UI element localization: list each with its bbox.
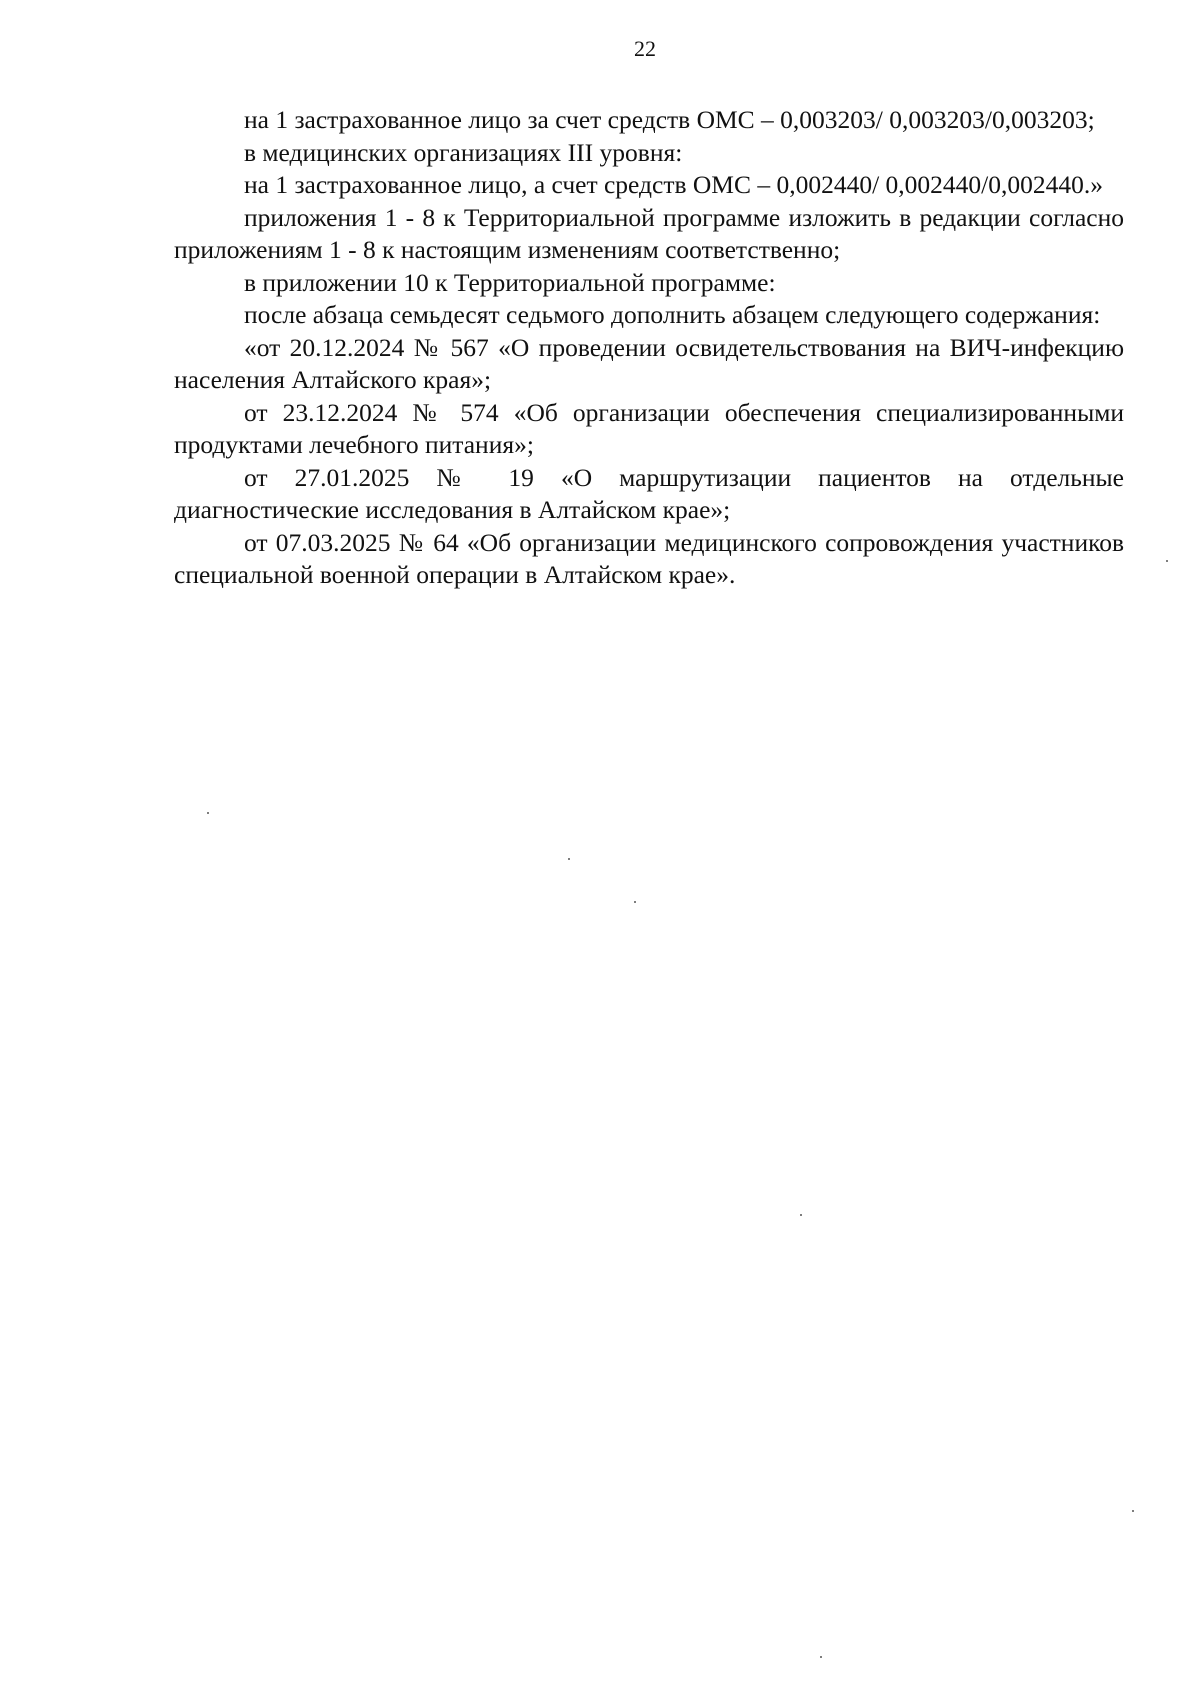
paragraph-oms-level3: на 1 застрахованное лицо, а счет средств ОМС – 0,002440/ 0,002440/0,002440.» [244, 170, 1104, 199]
paragraph-decree-64: от 07.03.2025 № 64 «Об организации медицинского сопровождения участников специальной военной операции в Алтайском крае». [174, 527, 1124, 589]
scan-speck [568, 858, 570, 860]
scan-speck [1132, 1510, 1134, 1512]
page-number: 22 [634, 36, 656, 61]
paragraph-insert-after: после абзаца семьдесят седьмого дополнить абзацем следующего содержания: [244, 300, 1101, 329]
paragraph-appendices-1-8: приложения 1 - 8 к Территориальной программе изложить в редакции согласно приложениям 1 - 8 к настоящим изменениям соответственно; [174, 202, 1124, 264]
scan-speck [800, 1214, 802, 1216]
scan-speck [820, 1656, 822, 1658]
paragraph-decree-574: от 23.12.2024 № 574 «Об организации обеспечения специализированными продуктами лечебного питания»; [174, 397, 1124, 459]
paragraph-oms-level2: на 1 застрахованное лицо за счет средств ОМС – 0,003203/ 0,003203/0,003203; [244, 105, 1095, 134]
scan-speck [1166, 560, 1168, 562]
paragraph-decree-19: от 27.01.2025 № 19 «О маршрутизации пациентов на отдельные диагностические исследования в Алтайском крае»; [174, 462, 1124, 524]
paragraph-decree-567: «от 20.12.2024 № 567 «О проведении освидетельствования на ВИЧ-инфекцию населения Алтайского края»; [174, 332, 1124, 394]
scan-speck [207, 812, 209, 814]
scan-speck [634, 901, 636, 903]
paragraph-appendix-10: в приложении 10 к Территориальной программе: [244, 267, 776, 297]
document-body [174, 104, 1124, 592]
paragraph-level3-heading: в медицинских организациях III уровня: [244, 137, 683, 167]
